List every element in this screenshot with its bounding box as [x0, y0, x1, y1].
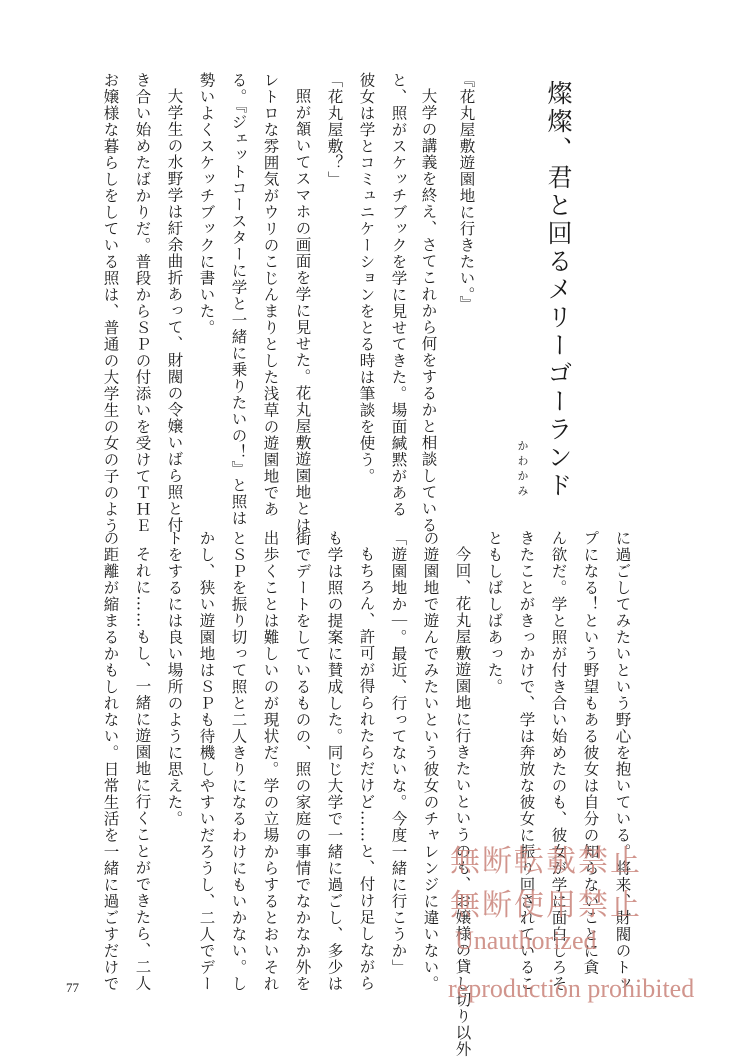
page-number: 77 — [66, 980, 79, 995]
text-line: の遊園地で遊んでみたいという彼女のチャレンジに違いない。 — [421, 530, 440, 992]
text-line: き合い始めたばかりだ。普段からＳＰの付添いを受けてＴＨＥ — [133, 72, 152, 534]
text-line: 彼女は学とコミュニケーションをとる時は筆談を使う。 — [357, 72, 376, 485]
text-line: る。『ジェットコースターに学と一緒に乗りたいの！』と照は — [229, 72, 248, 527]
text-line: 今回、花丸屋敷遊園地に行きたいというのも、お嬢様の貸し切り以外 — [453, 546, 472, 1058]
text-line: プになる！という野望もある彼女は自分の知らないことに貪 — [581, 530, 600, 976]
text-line: 勢いよくスケッチブックに書いた。 — [197, 72, 216, 336]
text-line: きたことがきっかけで、学は奔放な彼女に振り回されているこ — [517, 530, 536, 992]
text-line: 大学の講義を終え、さてこれから何をするかと相談している — [419, 88, 438, 534]
text-line: それに……もし、一緒に遊園地に行くことができたら、二人 — [133, 546, 152, 992]
text-line: レトロな雰囲気がウリのこじんまりとした浅草の遊園地であ — [261, 72, 280, 518]
text-line: お嬢様な暮らしをしている照は、普通の大学生の女の子のよう — [101, 72, 120, 534]
text-line: 「花丸屋敷？」 — [325, 72, 344, 188]
text-line: 街でデートをしているものの、照の家庭の事情でなかなか外を — [293, 530, 312, 992]
watermark-line-4: reproduction prohibited — [448, 974, 695, 1003]
watermark-line-3: Unauthorized — [455, 926, 597, 955]
text-line: もちろん、許可が得られたらだけど……と、付け足しながら — [357, 546, 376, 992]
text-line: ん欲だ。学と照が付き合い始めたのも、彼女が学に面白しろそ — [549, 530, 568, 992]
watermark-line-1: 無断転載禁止 — [450, 845, 642, 878]
text-line: ともしばしばあった。 — [485, 530, 504, 695]
text-line: とＳＰを振り切って照と二人きりになるわけにもいかない。し — [229, 530, 248, 992]
text-line: 出歩くことは難しいのが現状だ。学の立場からするとおいそれ — [261, 530, 280, 992]
text-line: 照が頷いてスマホの画面を学に見せた。花丸屋敷遊園地とは — [293, 88, 312, 534]
text-line: の距離が縮まるかもしれない。日常生活を一緒に過ごすだけで — [101, 530, 120, 992]
text-line: も学は照の提案に賛成した。同じ大学で一緒に過ごし、多少は — [325, 530, 344, 992]
text-line: 大学生の水野学は紆余曲折あって、財閥の令嬢いばら照と付 — [165, 88, 184, 534]
text-line: トをするには良い場所のように思えた。 — [165, 530, 184, 827]
watermark-line-2: 無断使用禁止 — [450, 889, 642, 922]
text-line: 「遊園地か｜。最近、行ってないな。今度一緒に行こうか」 — [389, 530, 408, 976]
text-line: かし、狭い遊園地はＳＰも待機しやすいだろうし、二人でデー — [197, 530, 216, 992]
text-line: に過ごしてみたいという野心を抱いている。将来、財閥のトッ — [613, 530, 632, 992]
story-title: 燦燦、君と回るメリーゴーランド — [544, 80, 573, 500]
text-line: と、照がスケッチブックを学に見せてきた。場面緘黙がある — [389, 72, 408, 518]
text-line: 『花丸屋敷遊園地に行きたい。』 — [457, 72, 476, 312]
author-name: かわかみ — [516, 440, 529, 500]
